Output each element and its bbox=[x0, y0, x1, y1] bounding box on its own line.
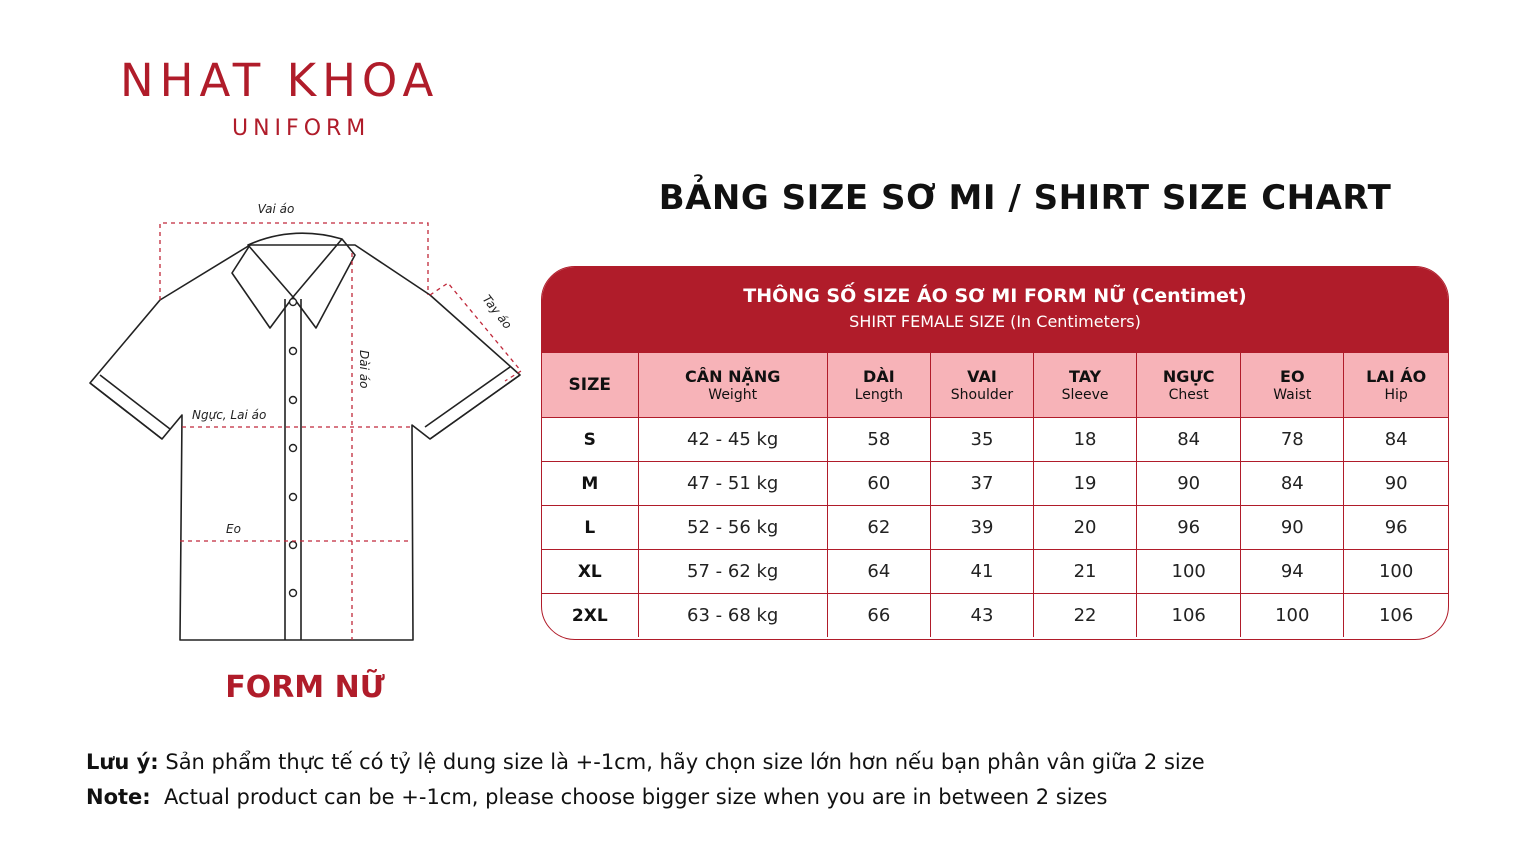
size-cell: XL bbox=[542, 550, 638, 594]
shoulder-guide bbox=[160, 223, 428, 300]
table-row bbox=[542, 418, 1448, 462]
column-header-row bbox=[542, 353, 1448, 418]
column-header-chest: NGỰC Chest bbox=[1137, 353, 1241, 418]
table-title-en: SHIRT FEMALE SIZE (In Centimeters) bbox=[849, 312, 1141, 331]
weight-cell: 42 - 45 kg bbox=[638, 418, 827, 462]
table-row bbox=[542, 462, 1448, 506]
note-en-text: Actual product can be +-1cm, please choose bigger size when you are in between 2 sizes bbox=[150, 785, 1108, 809]
note-en bbox=[86, 780, 1205, 815]
hip-cell: 106 bbox=[1344, 594, 1448, 638]
size-grid bbox=[542, 353, 1448, 637]
sleeve-cell: 21 bbox=[1034, 550, 1137, 594]
weight-cell: 57 - 62 kg bbox=[638, 550, 827, 594]
column-header-weight: CÂN NẶNG Weight bbox=[638, 353, 827, 418]
collar-center bbox=[248, 239, 342, 297]
length-label: Dài áo bbox=[357, 350, 371, 389]
chest-cell: 106 bbox=[1137, 594, 1241, 638]
column-header-waist: EO Waist bbox=[1241, 353, 1344, 418]
hip-cell: 90 bbox=[1344, 462, 1448, 506]
column-header-hip: LAI ÁO Hip bbox=[1344, 353, 1448, 418]
length-cell: 62 bbox=[827, 506, 930, 550]
waist-cell: 84 bbox=[1241, 462, 1344, 506]
size-table bbox=[541, 266, 1449, 640]
shoulder-cell: 37 bbox=[930, 462, 1033, 506]
note-en-label: Note: bbox=[86, 785, 151, 809]
weight-cell: 52 - 56 kg bbox=[638, 506, 827, 550]
note-vn-label: Lưu ý: bbox=[86, 750, 159, 774]
table-title-vn: THÔNG SỐ SIZE ÁO SƠ MI FORM NỮ (Centimet) bbox=[743, 285, 1247, 307]
length-cell: 66 bbox=[827, 594, 930, 638]
brand-logo bbox=[120, 56, 490, 141]
size-cell: 2XL bbox=[542, 594, 638, 638]
note-vn bbox=[86, 745, 1205, 780]
length-cell: 60 bbox=[827, 462, 930, 506]
weight-cell: 47 - 51 kg bbox=[638, 462, 827, 506]
left-cuff bbox=[90, 375, 170, 439]
size-cell: S bbox=[542, 418, 638, 462]
column-header-shoulder: VAI Shoulder bbox=[930, 353, 1033, 418]
chest-cell: 90 bbox=[1137, 462, 1241, 506]
table-row bbox=[542, 594, 1448, 638]
chest-label: Ngực, Lai áo bbox=[192, 408, 267, 422]
shirt-body bbox=[90, 245, 520, 640]
table-row bbox=[542, 506, 1448, 550]
hip-cell: 84 bbox=[1344, 418, 1448, 462]
sleeve-cell: 19 bbox=[1034, 462, 1137, 506]
waist-cell: 94 bbox=[1241, 550, 1344, 594]
right-cuff bbox=[425, 367, 520, 439]
shoulder-cell: 39 bbox=[930, 506, 1033, 550]
shoulder-cell: 35 bbox=[930, 418, 1033, 462]
sleeve-cell: 22 bbox=[1034, 594, 1137, 638]
shirt-buttons bbox=[290, 299, 297, 597]
note-vn-text: Sản phẩm thực tế có tỷ lệ dung size là +-1cm, hãy chọn size lớn hơn nếu bạn phân vân giữa 2 size bbox=[158, 750, 1205, 774]
waist-cell: 100 bbox=[1241, 594, 1344, 638]
waist-cell: 90 bbox=[1241, 506, 1344, 550]
table-row bbox=[542, 550, 1448, 594]
waist-cell: 78 bbox=[1241, 418, 1344, 462]
length-cell: 58 bbox=[827, 418, 930, 462]
size-cell: M bbox=[542, 462, 638, 506]
size-cell: L bbox=[542, 506, 638, 550]
chest-cell: 100 bbox=[1137, 550, 1241, 594]
length-cell: 64 bbox=[827, 550, 930, 594]
brand-name: NHAT KHOA bbox=[120, 54, 440, 107]
shoulder-cell: 41 bbox=[930, 550, 1033, 594]
chest-cell: 96 bbox=[1137, 506, 1241, 550]
brand-sub: UNIFORM bbox=[232, 116, 371, 141]
size-note bbox=[86, 745, 1205, 815]
sleeve-label: Tay áo bbox=[479, 292, 515, 332]
sleeve-guide bbox=[430, 283, 521, 381]
shirt-diagram bbox=[80, 195, 540, 655]
page-title: BẢNG SIZE SƠ MI / SHIRT SIZE CHART bbox=[658, 178, 1392, 218]
form-label: FORM NỮ bbox=[225, 670, 385, 705]
column-header-size: SIZE bbox=[542, 353, 638, 418]
column-header-length: DÀI Length bbox=[827, 353, 930, 418]
shoulder-cell: 43 bbox=[930, 594, 1033, 638]
weight-cell: 63 - 68 kg bbox=[638, 594, 827, 638]
sleeve-cell: 18 bbox=[1034, 418, 1137, 462]
hip-cell: 96 bbox=[1344, 506, 1448, 550]
shoulder-label: Vai áo bbox=[257, 202, 295, 216]
chest-cell: 84 bbox=[1137, 418, 1241, 462]
sleeve-cell: 20 bbox=[1034, 506, 1137, 550]
waist-label: Eo bbox=[226, 522, 241, 536]
hip-cell: 100 bbox=[1344, 550, 1448, 594]
table-title bbox=[542, 267, 1448, 353]
column-header-sleeve: TAY Sleeve bbox=[1034, 353, 1137, 418]
